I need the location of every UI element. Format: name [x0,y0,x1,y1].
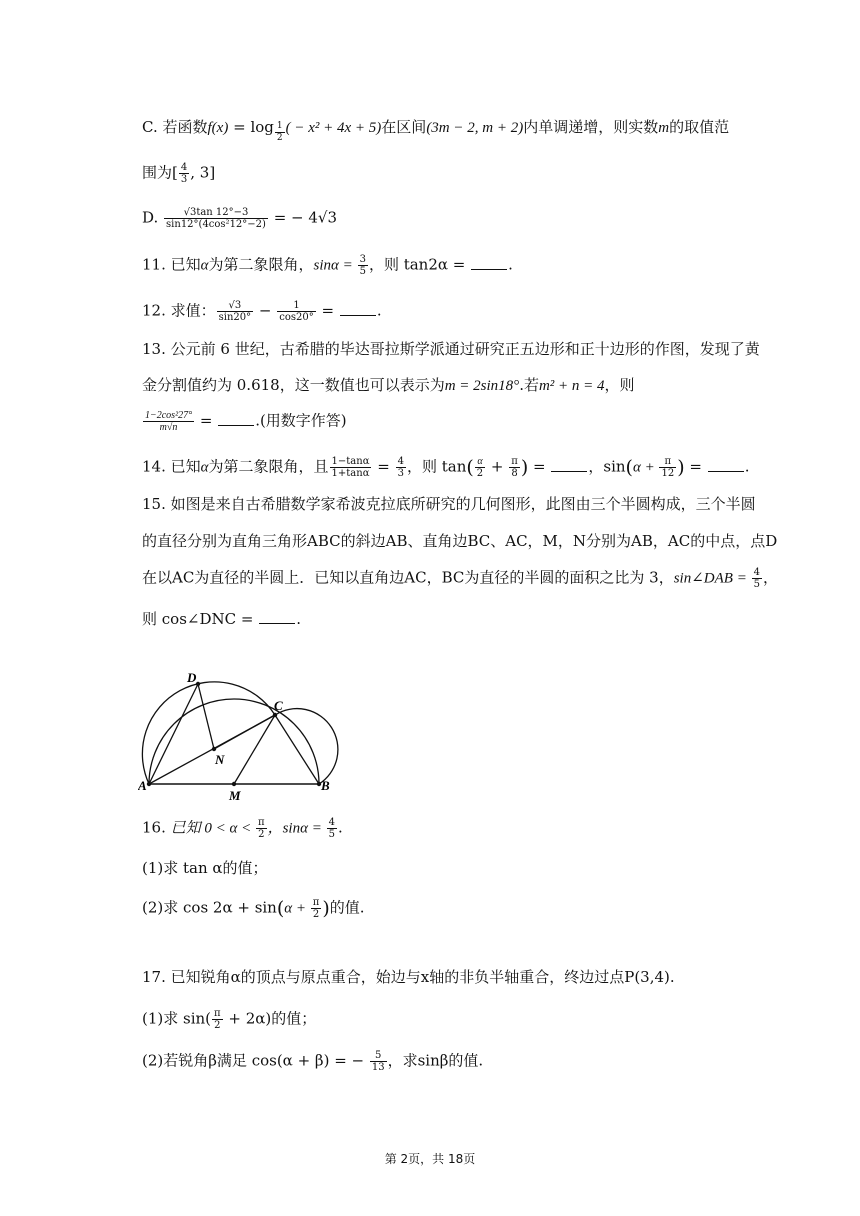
question-16-part2: (2)求 cos 2α + sin(α + $\frac{\pi}{2}$ )的值. [142,897,365,920]
option-d: D. $\frac{√3\tan 12^\circ-3}{\text{sin12°(4cos²12°−2)}}$ = − 4√3 [142,207,338,230]
semicircle-ac [142,682,275,784]
option-c-line2: 围为[ $\frac{4}{3}$ , 3] [142,162,216,185]
question-13-line2: 金分割值约为 0.618，这一数值也可以表示为m = 2sin18°.若m² + n = 4，则 [142,376,635,394]
label-a: A [138,778,147,793]
answer-blank[interactable] [218,413,254,426]
label-d: D [187,670,197,685]
label-c: C [274,698,283,713]
segment-ad [149,684,198,784]
question-15-line4: 则 cos∠DNC = . [142,610,301,628]
label-b: B [321,778,330,793]
segment-dn [198,684,214,749]
semicircle-bc [275,709,338,784]
question-16: 16. 已知 0 < α < $\frac{\pi}{2}$ ，sinα = $\frac{4}{5}$ . [142,817,343,840]
question-17-part2: (2)若锐角β满足 cos(α + β) = − $\frac{5}{13}$ ，求sinβ的值. [142,1050,484,1073]
label-m: M [229,788,241,803]
semicircle-ab [149,699,319,784]
segment-cb [275,715,319,784]
point-n [212,747,216,751]
segment-nc [214,715,275,749]
question-14: 14. 已知α为第二象限角，且 $\frac{1-\tan\alpha}{1+\tan\alpha}$ = $\frac{4}{3}$ ，则 tan( $\frac{\alpha}{2}$ + $\frac{\pi}{8}$ ) = ，sin(α + $\frac{\pi}{12}$ ) = . [142,456,750,479]
answer-blank[interactable] [340,303,376,316]
question-15-line1: 15. 如图是来自古希腊数学家希波克拉底所研究的几何图形，此图由三个半圆构成，三个半圆 [142,495,756,513]
page-footer: 第 2页，共 18页 [384,1152,476,1166]
answer-blank[interactable] [551,459,587,472]
segment-cm [234,715,275,784]
question-17-part1: (1)求 sin( $\frac{\pi}{2}$ + 2α)的值； [142,1008,317,1031]
point-a [147,782,151,786]
answer-blank[interactable] [471,257,507,270]
label-n: N [215,752,225,767]
question-13-line3: $\frac{\text{1−2cos²27°}}{m√n}$ = .(用数字作答) [145,410,347,433]
question-17: 17. 已知锐角α的顶点与原点重合，始边与x轴的非负半轴重合，终边过点P(3,4). [142,968,675,986]
option-c-line1: C. 若函数f(x) = log $\frac{1}{2}$ ( − x² + 4x + 5)在区间(3m − 2, m + 2)内单调递增，则实数m的取值范 [142,118,730,143]
question-13-line1: 13. 公元前 6 世纪，古希腊的毕达哥拉斯学派通过研究正五边形和正十边形的作图，发现了黄 [142,340,760,358]
question-16-part1: (1)求 tan α的值； [142,859,268,877]
point-c [273,713,277,717]
point-d [196,682,200,686]
hippocrates-figure [138,668,348,804]
question-11: 11. 已知α为第二象限角，sinα = $\frac{3}{5}$ ，则 tan2α = . [142,254,513,277]
question-15-line3: 在以AC为直径的半圆上．已知以直角边AC，BC为直径的半圆的面积之比为 3，sin∠DAB = $\frac{4}{5}$ ， [142,567,778,590]
answer-blank[interactable] [708,459,744,472]
question-12: 12. 求值： $\frac{√3}{\sin 20^\circ}$ − $\frac{1}{\cos 20^\circ}$ = . [142,300,382,323]
answer-blank[interactable] [259,611,295,624]
point-m [232,782,236,786]
question-15-line2: 的直径分别为直角三角形ABC的斜边AB、直角边BC、AC，M，N分别为AB，AC的中点，点D [142,532,778,550]
